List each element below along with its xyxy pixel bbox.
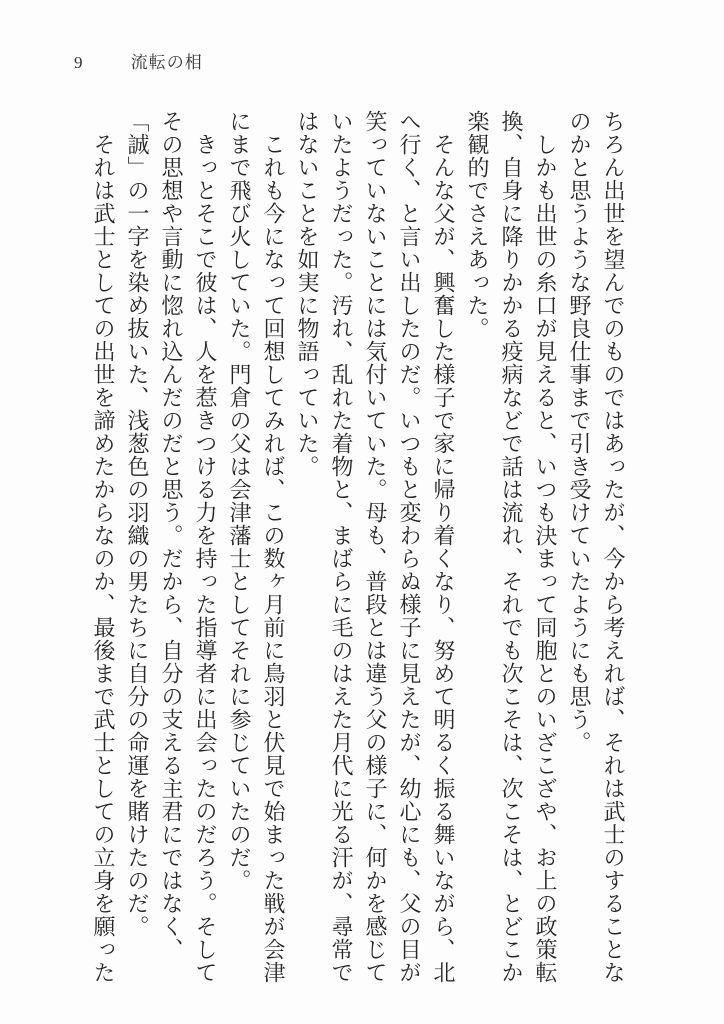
chapter-title: 流転の相	[130, 53, 203, 72]
text-column: のかと思うような野良仕事まで引き受けていたようにも思う。	[567, 110, 592, 754]
text-column: 笑っていないことには気付いていた。母も、普段とは違う父の様子に、何かを感じて	[363, 110, 388, 984]
text-column: 換、自身に降りかかる疫病などで話は流れ、それでも次こそは、次こそは、とどこか	[499, 110, 524, 984]
text-column: きっとそこで彼は、人を惹きつける力を持った指導者に出会ったのだろう。そして	[193, 133, 218, 984]
text-column: ちろん出世を望んでのものではあったが、今から考えれば、それは武士のすることな	[601, 110, 626, 984]
text-column: はないことを如実に物語っていた。	[295, 110, 320, 478]
text-column: その思想や言動に惚れ込んだのだと思う。だから、自分の支える主君にではなく、	[159, 110, 184, 961]
text-column: そんな父が、興奮した様子で家に帰り着くなり、努めて明るく振る舞いながら、北	[431, 133, 456, 984]
text-column: それは武士としての出世を諦めたからなのか、最後まで武士としての立身を願った	[91, 133, 116, 984]
text-column: いたようだった。汚れ、乱れた着物と、まばらに毛のはえた月代に光る汗が、尋常で	[329, 110, 354, 984]
text-column: にまで飛び火していた。門倉の父は会津藩士としてそれに参じていたのだ。	[227, 110, 252, 892]
page-number: 9	[74, 53, 84, 72]
text-column: 楽観的でさえあった。	[465, 110, 490, 340]
text-column: へ行く、と言い出したのだ。いつもと変わらぬ様子に見えたが、幼心にも、父の目が	[397, 110, 422, 984]
text-column: しかも出世の糸口が見えると、いつも決まって同胞とのいざこざや、お上の政策転	[533, 133, 558, 984]
text-column: 「誠」の一字を染め抜いた、浅葱色の羽織の男たちに自分の命運を賭けたのだ。	[125, 110, 150, 938]
body-text	[80, 110, 624, 990]
page-header	[74, 48, 203, 73]
text-column: これも今になって回想してみれば、この数ヶ月前に鳥羽と伏見で始まった戦が会津	[261, 133, 286, 984]
